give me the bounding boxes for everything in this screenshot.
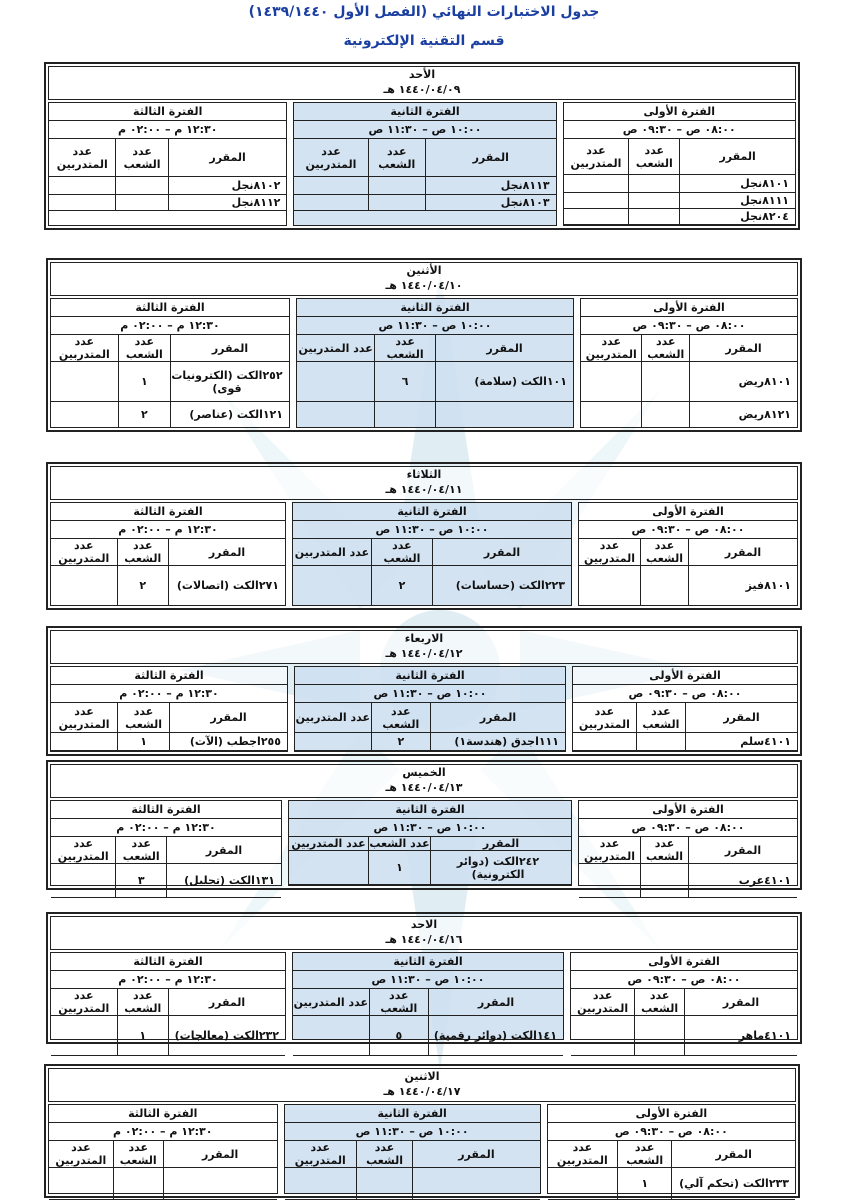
course-cell: ٢٤٢الكت (دوائر الكترونية) [430,851,571,884]
period-table [578,800,798,886]
period-table [288,800,572,886]
trainees-cell [51,733,117,750]
course-cell: ١٤١الكت (دوائر رقمية) [428,1016,563,1055]
course-cell: ٨١٠٢نجل [168,177,287,194]
table-row [293,566,571,606]
course-header: المقرر [168,139,287,176]
trainees-header: عدد المتدربين [55,1141,107,1167]
course-cell: ١١١اجدق (هندسة١) [430,733,565,750]
trainees-cell [564,193,629,208]
trainees-cell [571,1016,634,1055]
period-table [284,1104,541,1194]
sections-cell [628,175,679,192]
trainees-header: عدد المتدربين [294,1141,346,1167]
table-row [581,402,797,428]
column-header [297,335,573,362]
course-header: المقرر [168,989,285,1015]
day-header [50,466,798,500]
sections-header: عدد الشعب [115,139,167,176]
column-header [51,335,289,362]
day-name: الاثنين [404,1070,440,1083]
period-table [50,952,286,1040]
sections-cell: ٥ [369,1016,428,1055]
period-title: الفترة الثالثة [51,299,289,317]
course-header: المقرر [435,335,573,361]
sections-header: عدد الشعب [641,335,689,361]
period-time: ٠٨:٠٠ ص – ٠٩:٣٠ ص [581,317,797,335]
sections-cell: ١ [117,1016,168,1055]
day-header [48,1068,796,1102]
course-cell: ٢٣٣الكت (تحكم آلي) [671,1168,795,1199]
period-table [292,502,572,606]
table-row [579,566,797,606]
period-table [547,1104,796,1194]
day-date: ١٤٤٠/٠٤/١٦ هـ [385,933,463,946]
trainees-cell [297,402,374,427]
trainees-cell [579,566,640,605]
periods-row [48,102,796,226]
column-header [289,837,571,851]
day-header [50,764,798,798]
column-header [294,139,555,177]
period-title: الفترة الثانية [294,103,555,121]
period-table [578,502,798,606]
sections-header: عدد الشعب [115,837,166,863]
day-block [46,462,802,610]
trainees-header: عدد المتدربين [584,539,636,565]
sections-cell [634,1016,684,1055]
course-header: المقرر [425,139,556,176]
table-row [49,177,286,195]
sections-cell [640,864,688,897]
sections-header: عدد الشعب [118,335,170,361]
trainees-cell [49,195,115,210]
trainees-header: عدد المتدربين [295,711,370,724]
course-cell: ١٢١الكت (عناصر) [170,402,289,427]
period-time: ١٢:٣٠ م – ٠٢:٠٠ م [51,317,289,335]
trainees-header: عدد المتدربين [58,539,110,565]
table-row [573,733,797,751]
page-title: جدول الاختبارات النهائي (الفصل الأول ١٤٣٩/١٤٤٠) [248,4,600,20]
trainees-header: عدد المتدربين [293,995,368,1009]
course-header: المقرر [166,837,281,863]
column-header [51,989,285,1016]
course-header: المقرر [684,989,797,1015]
course-cell: ٤١٠١ماهر [684,1016,797,1055]
period-title: الفترة الأولى [573,667,797,685]
sections-cell [636,733,685,750]
column-header [564,139,795,175]
course-cell [435,402,573,427]
period-time: ١٢:٣٠ م – ٠٢:٠٠ م [51,819,281,837]
trainees-header: عدد المتدربين [556,1141,608,1167]
day-header [48,66,796,100]
sections-header: عدد الشعب [113,1141,163,1167]
table-row [579,864,797,898]
course-cell: ٤١٠١عرب [688,864,797,897]
day-block [44,1064,800,1198]
column-header [579,539,797,566]
period-table [293,102,556,226]
sections-cell [641,402,689,427]
trainees-cell [581,402,641,427]
period-time: ١٠:٠٠ ص – ١١:٣٠ ص [297,317,573,335]
trainees-cell [564,209,629,224]
period-time: ١٢:٣٠ م – ٠٢:٠٠ م [51,521,285,539]
period-table [48,1104,278,1194]
course-cell: ٨١١٣نجل [425,177,556,194]
course-header: المقرر [430,703,565,732]
sections-header: عدد الشعب [628,139,679,174]
column-header [51,539,285,566]
trainees-header: عدد المتدربين [298,341,373,355]
sections-cell: ١ [118,362,170,401]
trainees-header: عدد المتدربين [584,837,636,863]
sections-cell [374,402,435,427]
table-row [51,864,281,898]
course-header: المقرر [688,539,797,565]
course-cell: ٨١١١نجل [679,193,795,208]
sections-header: عدد الشعب [634,989,684,1015]
sections-header: عدد الشعب [369,837,430,850]
period-title: الفترة الثانية [289,801,571,819]
sections-cell: ١ [617,1168,671,1199]
period-title: الفترة الثانية [285,1105,540,1123]
period-time: ٠٨:٠٠ ص – ٠٩:٣٠ ص [579,521,797,539]
course-header: المقرر [170,335,289,361]
table-row [548,1168,795,1200]
table-row [51,733,287,751]
period-title: الفترة الأولى [564,103,795,121]
trainees-cell [293,1016,369,1055]
sections-header: عدد الشعب [117,539,168,565]
day-block [46,626,802,756]
period-time: ٠٨:٠٠ ص – ٠٩:٣٠ ص [579,819,797,837]
table-row [294,195,555,211]
period-time: ١٠:٠٠ ص – ١١:٣٠ ص [289,819,571,837]
day-date: ١٤٤٠/٠٤/١٣ هـ [385,781,463,794]
period-title: الفترة الثالثة [51,503,285,521]
day-block [46,258,802,432]
course-cell: ٨٢٠٤نجل [679,209,795,224]
trainees-cell [49,1168,113,1199]
table-row [49,195,286,211]
period-title: الفترة الثالثة [51,801,281,819]
sections-header: عدد الشعب [371,539,432,565]
course-header: المقرر [428,989,563,1015]
column-header [579,837,797,864]
day-name: الأحد [408,68,436,81]
sections-cell: ٢ [117,566,168,605]
sections-cell: ١ [368,851,430,884]
column-header [51,703,287,733]
day-date: ١٤٤٠/٠٤/١١ هـ [385,483,463,496]
period-table [48,102,287,226]
trainees-cell [573,733,636,750]
period-table [50,298,290,428]
period-title: الفترة الثالثة [49,103,286,121]
sections-cell: ٦ [374,362,435,401]
table-row [297,402,573,428]
day-block [46,912,802,1044]
table-row [571,1016,797,1056]
sections-cell [368,177,425,194]
trainees-header: عدد المتدربين [56,144,108,171]
period-title: الفترة الأولى [548,1105,795,1123]
course-cell: ٨١٠١ريض [689,362,797,401]
period-time: ١٠:٠٠ ص – ١١:٣٠ ص [295,685,565,703]
trainees-header: عدد المتدربين [585,335,637,361]
day-name: الاربعاء [404,632,444,645]
sections-cell: ١ [117,733,169,750]
table-row [564,193,795,209]
sections-header: عدد الشعب [369,989,428,1015]
period-time: ١٢:٣٠ م – ٠٢:٠٠ م [51,685,287,703]
sections-header: عدد الشعب [368,139,425,176]
course-header: المقرر [685,703,797,732]
period-title: الفترة الثالثة [51,953,285,971]
course-cell: ٢٣٢الكت (معالجات) [168,1016,285,1055]
day-block [46,760,802,890]
sections-cell [115,195,167,210]
trainees-header: عدد المتدربين [305,144,357,171]
day-header [50,630,798,664]
day-date: ١٤٤٠/٠٤/١٠ هـ [385,279,463,292]
course-cell: ٨١٠١نجل [679,175,795,192]
period-table [50,502,286,606]
period-table [570,952,798,1040]
column-header [293,539,571,566]
period-title: الفترة الأولى [579,801,797,819]
period-title: الفترة الأولى [581,299,797,317]
column-header [285,1141,540,1168]
column-header [571,989,797,1016]
table-row [51,402,289,428]
period-time: ١٢:٣٠ م – ٠٢:٠٠ م [49,1123,277,1141]
period-title: الفترة الأولى [571,953,797,971]
sections-header: عدد الشعب [640,539,688,565]
table-row [564,209,795,225]
sections-cell [628,193,679,208]
trainees-cell [51,566,117,605]
day-name: الأثنين [406,264,442,277]
trainees-cell [294,177,367,194]
sections-header: عدد الشعب [640,837,688,863]
period-time: ٠٨:٠٠ ص – ٠٩:٣٠ ص [571,971,797,989]
trainees-cell [51,1016,117,1055]
course-header: المقرر [679,139,795,174]
period-time: ٠٨:٠٠ ص – ٠٩:٣٠ ص [564,121,795,139]
period-table [292,952,564,1040]
column-header [573,703,797,733]
course-header: المقرر [432,539,571,565]
period-table [580,298,798,428]
sections-header: عدد الشعب [117,989,168,1015]
periods-row [50,298,798,428]
sections-header: عدد الشعب [374,335,435,361]
table-row [294,177,555,195]
course-cell [163,1168,277,1199]
periods-row [50,800,798,886]
trainees-header: عدد المتدربين [58,335,110,361]
column-header [581,335,797,362]
period-table [296,298,574,428]
sections-header: عدد الشعب [636,703,685,732]
period-title: الفترة الثالثة [51,667,287,685]
table-row [581,362,797,402]
period-title: الفترة الثانية [295,667,565,685]
sections-cell [368,195,425,210]
sections-cell [356,1168,412,1199]
period-table [563,102,796,226]
day-header [50,262,798,296]
trainees-header: عدد المتدربين [577,989,629,1015]
trainees-cell [289,851,368,884]
trainees-header: عدد المتدربين [578,704,630,731]
period-time: ١٢:٣٠ م – ٠٢:٠٠ م [51,971,285,989]
course-cell: ٨١٠١فيز [688,566,797,605]
sections-cell [640,566,688,605]
period-time: ١٠:٠٠ ص – ١١:٣٠ ص [293,521,571,539]
trainees-header: عدد المتدربين [58,989,110,1015]
table-row [297,362,573,402]
period-title: الفترة الثالثة [49,1105,277,1123]
period-title: الفترة الثانية [293,953,563,971]
course-header: المقرر [168,539,285,565]
trainees-header: عدد المتدربين [570,143,622,170]
table-row [49,1168,277,1200]
day-date: ١٤٤٠/٠٤/١٢ هـ [385,647,463,660]
course-header: المقرر [430,837,571,850]
table-row [285,1168,540,1200]
column-header [293,989,563,1016]
periods-row [50,666,798,752]
course-cell: ٤١٠١سلم [685,733,797,750]
table-row [293,1016,563,1056]
trainees-cell [548,1168,617,1199]
period-table [50,666,288,752]
trainees-header: عدد المتدربين [291,837,366,850]
table-row [51,1016,285,1056]
column-header [51,837,281,864]
periods-row [50,952,798,1040]
course-header: المقرر [688,837,797,863]
sections-header: عدد الشعب [117,703,169,732]
day-name: الاحد [410,918,438,931]
period-time: ١٢:٣٠ م – ٠٢:٠٠ م [49,121,286,139]
sections-header: عدد الشعب [356,1141,412,1167]
table-row [51,362,289,402]
periods-row [48,1104,796,1194]
sections-cell [628,209,679,224]
sections-cell: ٢ [118,402,170,427]
sections-cell [113,1168,163,1199]
trainees-cell [51,864,115,897]
department-title: قسم التقنية الإلكترونية [343,33,505,49]
day-date: ١٤٤٠/٠٤/٠٩ هـ [383,83,461,96]
trainees-cell [285,1168,356,1199]
day-date: ١٤٤٠/٠٤/١٧ هـ [383,1085,461,1098]
period-table [294,666,566,752]
period-time: ٠٨:٠٠ ص – ٠٩:٣٠ ص [548,1123,795,1141]
trainees-cell [564,175,629,192]
course-cell: ٢٥٥اجطب (الآت) [169,733,287,750]
trainees-cell [581,362,641,401]
trainees-cell [294,195,367,210]
course-cell [412,1168,540,1199]
course-header: المقرر [689,335,797,361]
sections-cell: ٢ [371,733,430,750]
course-header: المقرر [412,1141,540,1167]
course-cell: ١٣١الكت (تحليل) [166,864,281,897]
course-cell: ٢٧١الكت (اتصالات) [168,566,285,605]
day-name: الثلاثاء [406,468,442,481]
course-cell: ١٠١الكت (سلامة) [435,362,573,401]
table-filler [294,211,555,225]
periods-row [50,502,798,606]
column-header [49,139,286,177]
table-row [564,175,795,193]
period-table [50,800,282,886]
trainees-header: عدد المتدربين [294,545,370,559]
sections-cell: ٢ [371,566,432,605]
course-cell: ٨١١٢نجل [168,195,287,210]
period-time: ١٠:٠٠ ص – ١١:٣٠ ص [285,1123,540,1141]
course-cell: ٢٥٢الكت (الكترونيات قوى) [170,362,289,401]
trainees-cell [295,733,371,750]
period-title: الفترة الثانية [293,503,571,521]
day-name: الخميس [402,766,446,779]
day-block [44,62,800,230]
course-cell: ٨١٢١ريض [689,402,797,427]
course-cell: ٢٢٣الكت (حساسات) [432,566,571,605]
period-title: الفترة الأولى [579,503,797,521]
sections-header: عدد الشعب [617,1141,671,1167]
trainees-cell [49,177,115,194]
sections-cell [115,177,167,194]
day-header [50,916,798,950]
table-row [51,566,285,606]
period-time: ٠٨:٠٠ ص – ٠٩:٣٠ ص [573,685,797,703]
column-header [49,1141,277,1168]
column-header [295,703,565,733]
course-cell: ٨١٠٣نجل [425,195,556,210]
table-filler [49,211,286,225]
course-header: المقرر [671,1141,795,1167]
course-header: المقرر [163,1141,277,1167]
table-row [295,733,565,751]
trainees-cell [51,402,118,427]
period-title: الفترة الثانية [297,299,573,317]
course-header: المقرر [169,703,287,732]
trainees-cell [293,566,371,605]
trainees-header: عدد المتدربين [57,837,109,863]
trainees-header: عدد المتدربين [58,704,110,731]
period-time: ١٠:٠٠ ص – ١١:٣٠ ص [294,121,555,139]
column-header [548,1141,795,1168]
period-time: ١٠:٠٠ ص – ١١:٣٠ ص [293,971,563,989]
sections-cell [641,362,689,401]
sections-header: عدد الشعب [371,703,430,732]
sections-cell: ٣ [115,864,166,897]
trainees-cell [297,362,374,401]
period-table [572,666,798,752]
trainees-cell [51,362,118,401]
trainees-cell [579,864,640,897]
table-row [289,851,571,885]
